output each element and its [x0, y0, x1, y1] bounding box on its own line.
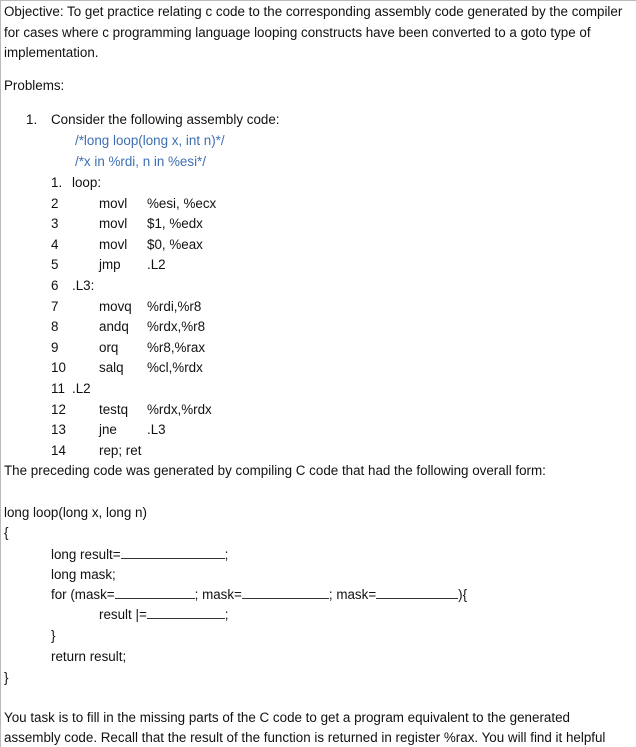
c-close-brace: }: [4, 670, 9, 685]
c-open-brace: {: [4, 525, 9, 540]
result-decl-text: long result=: [51, 547, 121, 562]
asm-label: .L3:: [72, 278, 95, 293]
c-result-update: [99, 606, 229, 623]
problem-intro: Consider the following assembly code:: [51, 112, 280, 127]
c-return-statement: return result;: [51, 649, 127, 664]
asm-line-number: 9: [51, 340, 59, 355]
result-update-semicolon: ;: [224, 607, 229, 622]
asm-operands: .L2: [147, 257, 166, 272]
asm-label: loop:: [72, 175, 102, 190]
asm-line-number: 4: [51, 237, 59, 252]
for-mid2-text: ; mask=: [328, 587, 377, 602]
asm-instruction: jmp: [99, 257, 121, 272]
asm-operands: %rdx,%r8: [147, 319, 206, 334]
asm-line-number: 1.: [51, 175, 63, 190]
asm-line-number: 5: [51, 257, 59, 272]
mask-init-blank[interactable]: [115, 586, 195, 599]
asm-instruction: jne: [99, 422, 117, 437]
objective-line-3: implementation.: [4, 45, 99, 60]
asm-line-number: 14: [51, 443, 66, 458]
for-mid1-text: ; mask=: [194, 587, 242, 602]
c-result-declaration: [51, 546, 228, 563]
c-function-signature: long loop(long x, long n): [4, 505, 147, 520]
asm-line-number: 3: [51, 216, 59, 231]
asm-instruction: movq: [99, 299, 132, 314]
asm-operands: .L3: [147, 422, 166, 437]
asm-line-number: 11: [51, 381, 65, 396]
asm-line-number: 7: [51, 299, 59, 314]
asm-label: .L2: [72, 381, 91, 396]
page-border-top: [0, 0, 636, 1]
asm-comment-signature: /*long loop(long x, int n)*/: [75, 133, 225, 148]
result-or-text: result |=: [99, 607, 147, 622]
asm-line-number: 13: [51, 422, 66, 437]
asm-comment-registers: /*x in %rdi, n in %esi*/: [75, 154, 206, 169]
asm-operands: %r8,%rax: [147, 340, 206, 355]
asm-operands: $0, %eax: [147, 237, 203, 252]
asm-operands: %rdx,%rdx: [147, 402, 212, 417]
result-init-blank[interactable]: [121, 546, 225, 559]
asm-instruction: andq: [99, 319, 129, 334]
asm-instruction: movl: [99, 196, 128, 211]
asm-line-number: 2: [51, 196, 59, 211]
asm-operands: $1, %edx: [147, 216, 203, 231]
mask-test-blank[interactable]: [242, 586, 329, 599]
task-line-2: assembly code. Recall that the result of the function is returned in register %rax. You will find it helpful: [4, 730, 606, 745]
objective-line-2: for cases where c programming language looping constructs have been converted to a goto type of: [4, 25, 591, 40]
asm-instruction: testq: [99, 402, 129, 417]
asm-instruction: movl: [99, 237, 128, 252]
asm-line-number: 10: [51, 360, 66, 375]
c-mask-declaration: long mask;: [51, 567, 116, 582]
asm-line-number: 8: [51, 319, 59, 334]
c-inner-close-brace: }: [51, 628, 56, 643]
asm-instruction: movl: [99, 216, 128, 231]
asm-operands: %rdi,%r8: [147, 299, 202, 314]
objective-line-1: Objective: To get practice relating c code to the corresponding assembly code generated by the compiler: [4, 4, 623, 19]
result-decl-semicolon: ;: [224, 547, 229, 562]
for-start-text: for (mask=: [51, 587, 115, 602]
preceding-text: The preceding code was generated by compiling C code that had the following overall form:: [4, 463, 546, 478]
asm-line-number: 12: [51, 402, 66, 417]
asm-instruction: orq: [99, 340, 119, 355]
problem-number: 1.: [26, 112, 38, 127]
asm-instruction: rep; ret: [99, 443, 142, 458]
task-line-1: You task is to fill in the missing parts of the C code to get a program equivalent to the generated: [4, 710, 570, 725]
page-border-left: [0, 0, 1, 747]
problems-heading: Problems:: [4, 78, 65, 93]
asm-operands: %cl,%rdx: [147, 360, 203, 375]
mask-update-blank[interactable]: [376, 586, 458, 599]
asm-line-number: 6: [51, 278, 59, 293]
asm-operands: %esi, %ecx: [147, 196, 217, 211]
c-for-loop: [51, 586, 467, 603]
asm-instruction: salq: [99, 360, 124, 375]
result-update-blank[interactable]: [147, 606, 225, 619]
for-end-text: ){: [458, 587, 468, 602]
